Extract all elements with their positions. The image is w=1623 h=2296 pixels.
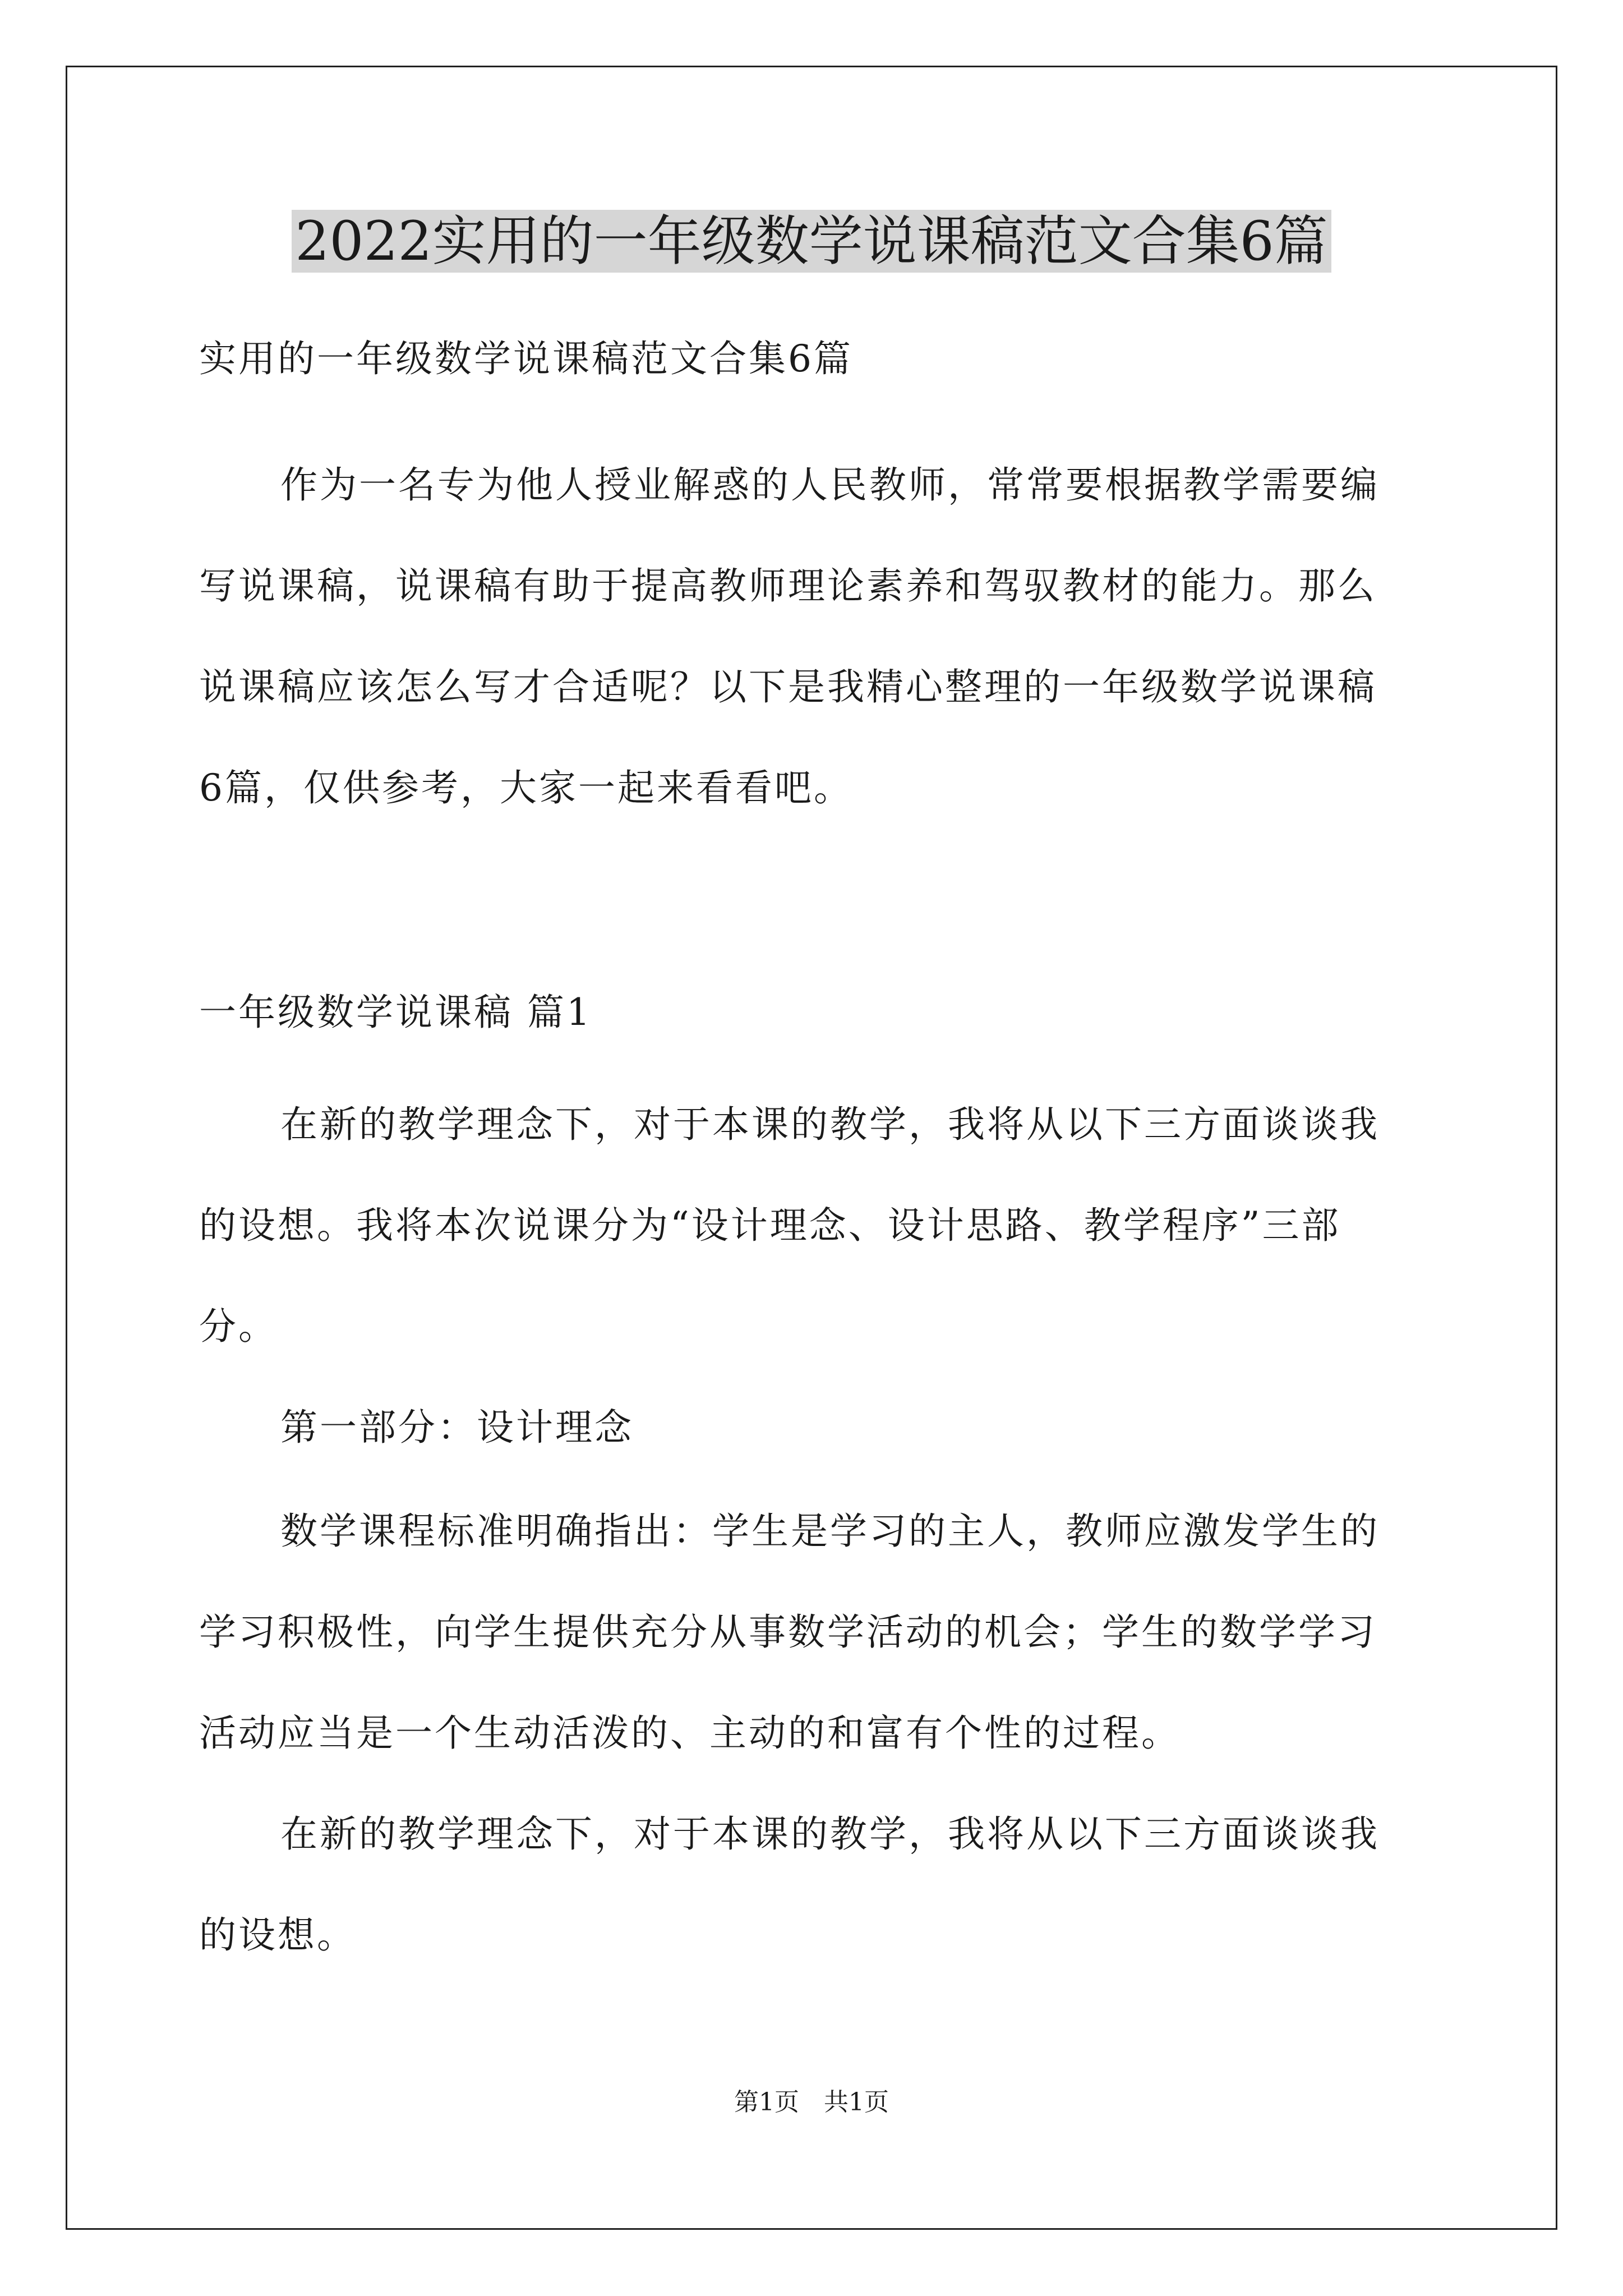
paragraph-line: 在新的教学理念下，对于本课的教学，我将从以下三方面谈谈我 bbox=[280, 1103, 1380, 1146]
paragraph-line: 作为一名专为他人授业解惑的人民教师，常常要根据教学需要编 bbox=[280, 463, 1380, 507]
paragraph-line: 的设想。我将本次说课分为“设计理念、设计思路、教学程序”三部 bbox=[199, 1204, 1341, 1247]
paragraph-line: 的设想。 bbox=[199, 1913, 356, 1957]
paragraph-line: 学习积极性，向学生提供充分从事数学活动的机会；学生的数学学习 bbox=[199, 1611, 1377, 1654]
paragraph-line: 分。 bbox=[199, 1305, 278, 1348]
document-title bbox=[0, 199, 1623, 283]
paragraph-line: 写说课稿，说课稿有助于提高教师理论素养和驾驭教材的能力。那么 bbox=[199, 564, 1377, 608]
paragraph-line: 在新的教学理念下，对于本课的教学，我将从以下三方面谈谈我 bbox=[280, 1812, 1380, 1856]
subsection-heading: 第一部分：设计理念 bbox=[280, 1406, 634, 1449]
paragraph-line: 活动应当是一个生动活泼的、主动的和富有个性的过程。 bbox=[199, 1711, 1181, 1755]
paragraph-line: 6篇，仅供参考，大家一起来看看吧。 bbox=[199, 766, 853, 809]
paragraph-line: 说课稿应该怎么写才合适呢？以下是我精心整理的一年级数学说课稿 bbox=[199, 665, 1377, 708]
page-footer: 第1页 共1页 bbox=[734, 2088, 889, 2116]
subtitle-line: 实用的一年级数学说课稿范文合集6篇 bbox=[199, 337, 853, 380]
paragraph-line: 数学课程标准明确指出：学生是学习的主人，教师应激发学生的 bbox=[280, 1510, 1380, 1553]
section-heading: 一年级数学说课稿 篇1 bbox=[199, 991, 592, 1034]
document-title-text: 2022实用的一年级数学说课稿范文合集6篇 bbox=[292, 210, 1331, 273]
